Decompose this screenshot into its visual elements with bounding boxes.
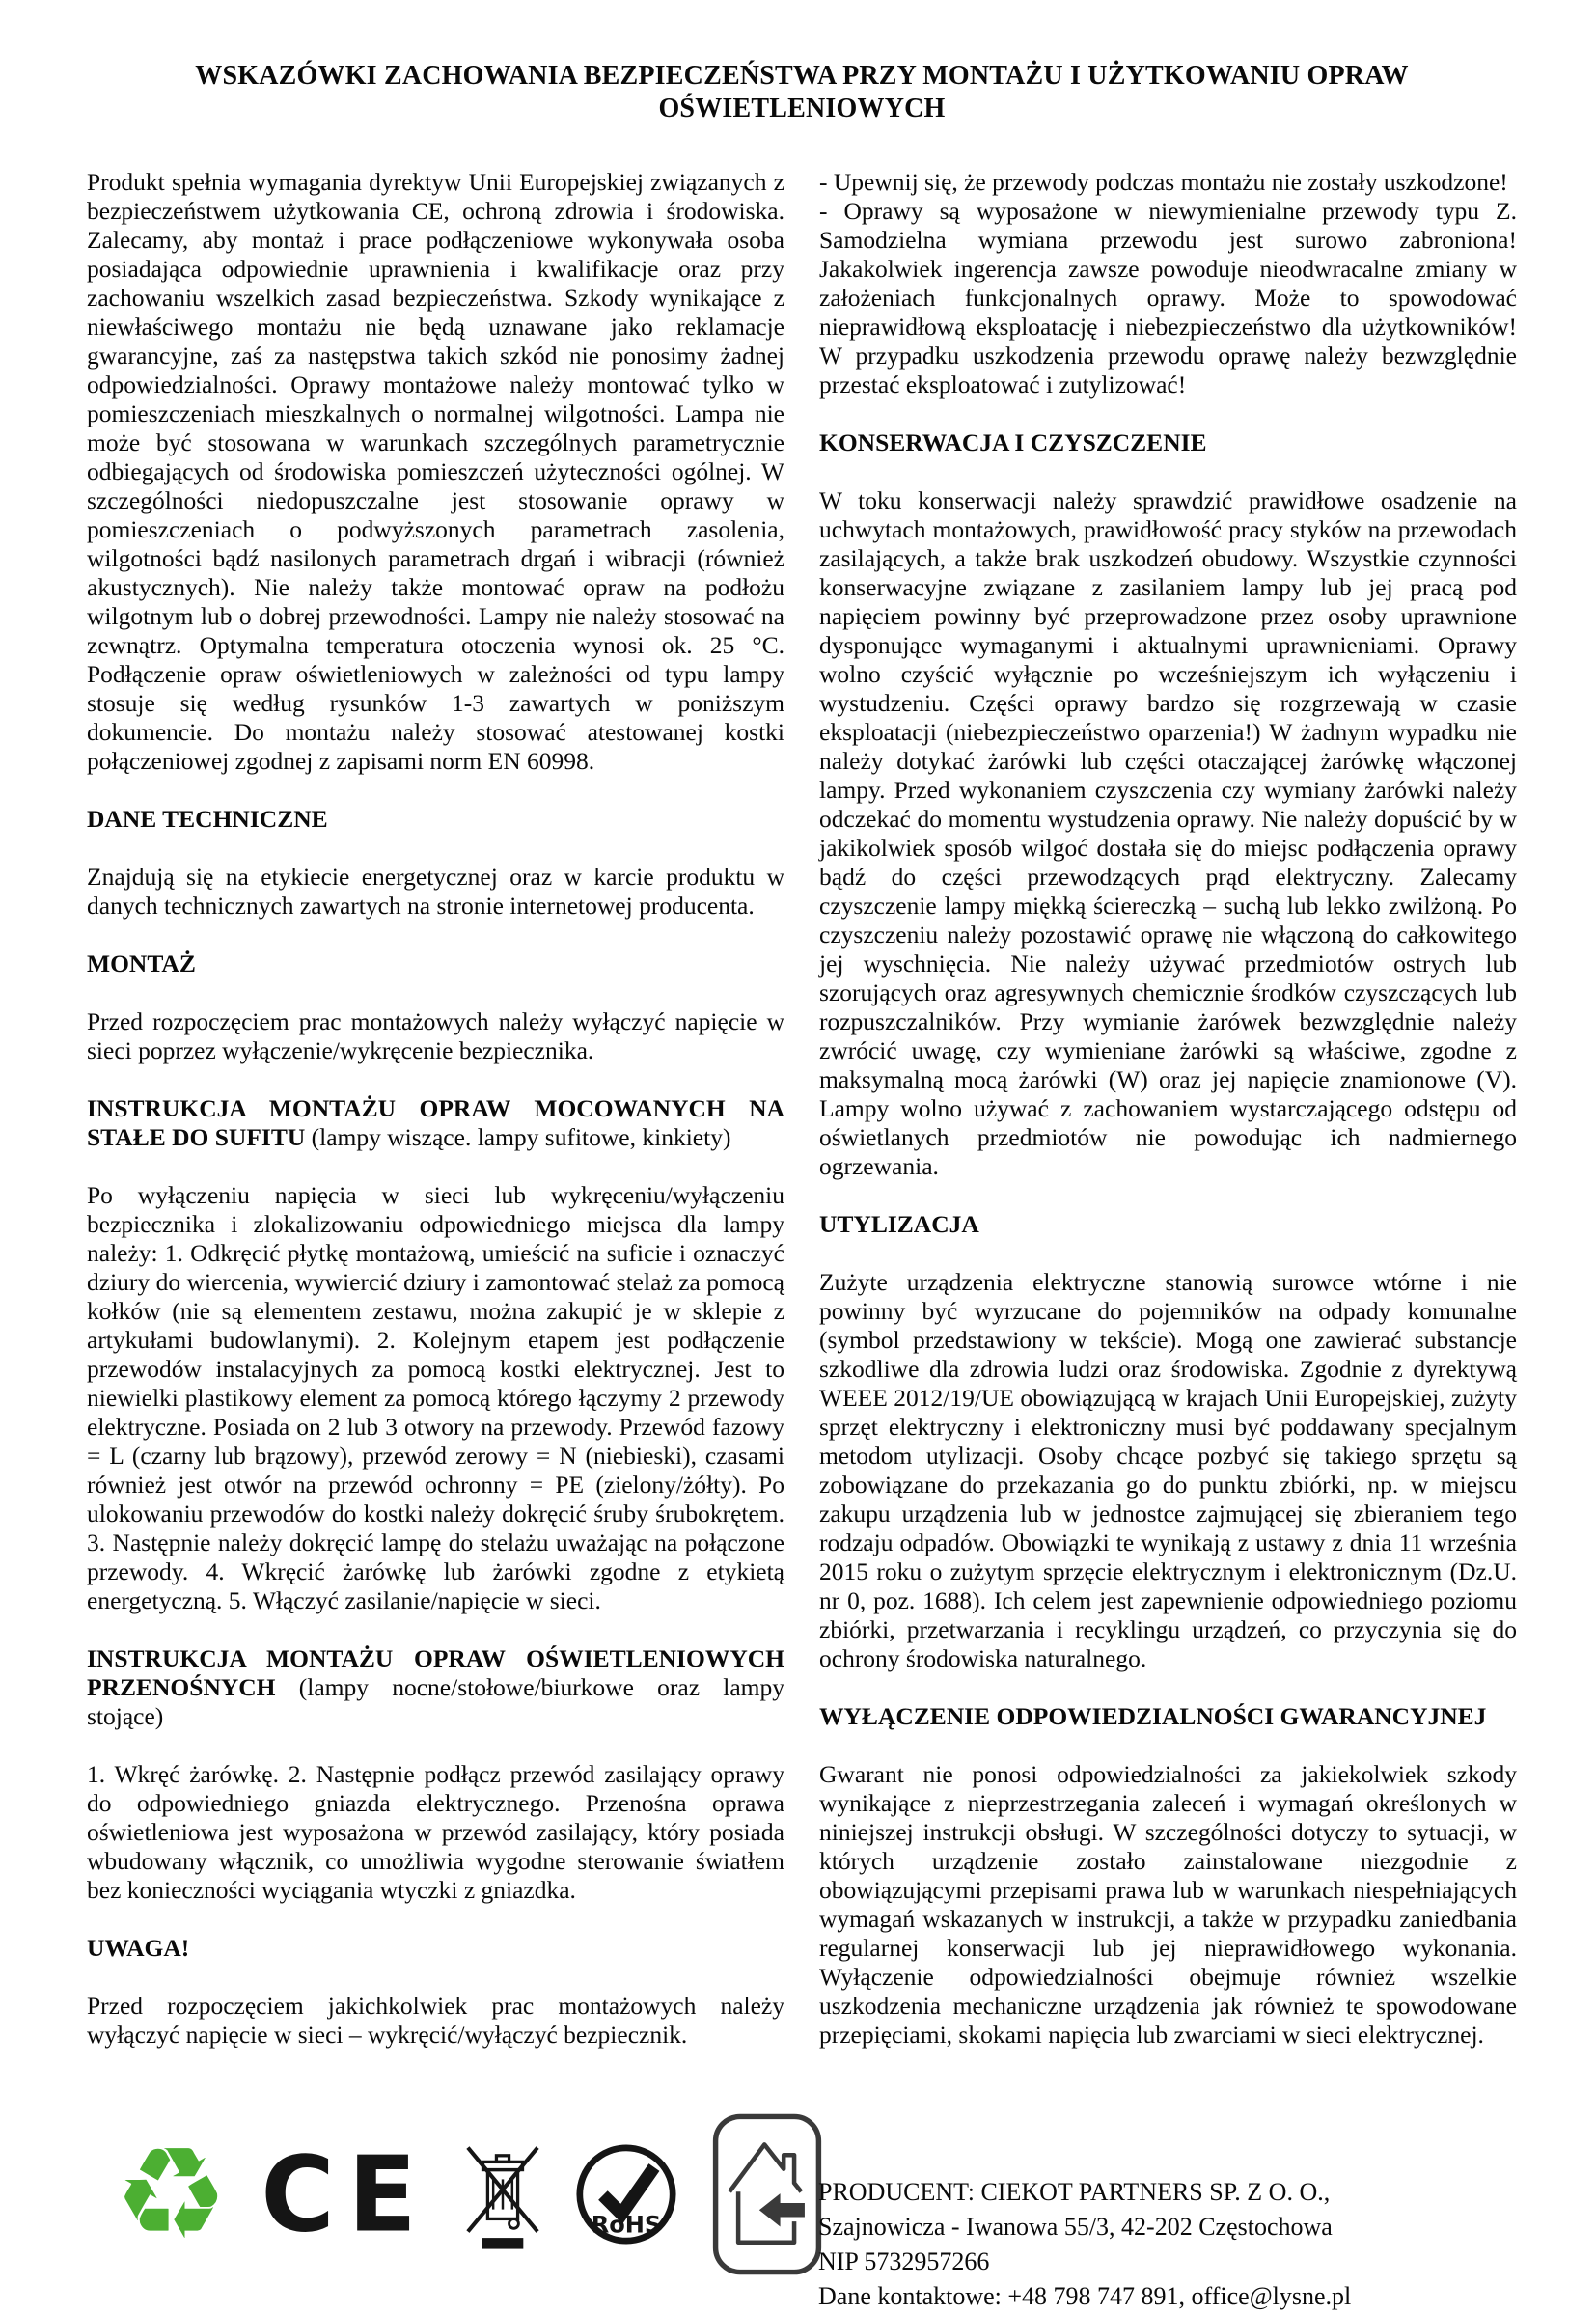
section-heading-wylaczenie: WYŁĄCZENIE ODPOWIEDZIALNOŚCI GWARANCYJNEJ	[819, 1702, 1487, 1730]
section-heading-utylizacja: UTYLIZACJA	[819, 1210, 979, 1238]
page-title: WSKAZÓWKI ZACHOWANIA BEZPIECZEŃSTWA PRZY MONTAŻU I UŻYTKOWANIU OPRAW OŚWIETLENIOWYCH	[195, 61, 1409, 124]
recycling-icon: ♻	[114, 2120, 229, 2269]
paragraph-utylizacja: Zużyte urządzenia elektryczne stanowią surowce wtórne i nie powinny być wyrzucane do pojemników na odpady komunalne (symbol przedstawiony w tekście). Mogą one zawierać substancje szkodliwe dla zdrowia ludzi oraz środowiska. Zgodnie z dyrektywą WEEE 2012/19/UE obowiązującą w krajach Unii Europejskiej, zużyty sprzęt elektryczny i elektroniczny musi być poddawany specjalnym metodom utylizacji. Osoby chcące pozbyć się takiego sprzętu są zobowiązane do przekazania go do punktu zbiórki, np. w miejscu zakupu urządzenia lub w jednostce zajmującej się zbieraniem tego rodzaju odpadów. Obowiązki te wynikają z ustawy z dnia 11 września 2015 roku o zużytym sprzęcie elektrycznym i elektronicznym (Dz.U. nr 0, poz. 1688). Ich celem jest zapewnienie odpowiedniego poziomu zbiórki, przetwarzania i recyklingu urządzeń, co przyczynia się do ochrony środowiska naturalnego.	[819, 1268, 1517, 1672]
section-heading-montaz-sufit	[87, 1094, 784, 1152]
heading-normal-part: (lampy nocne/stołowe/biurkowe oraz lampy stojące)	[87, 1673, 784, 1730]
heading-normal-part: (lampy wiszące. lampy sufitowe, kinkiety)	[305, 1123, 731, 1151]
heading-bold-part: INSTRUKCJA MONTAŻU OPRAW OŚWIETLENIOWYCH PRZENOŚNYCH	[87, 1644, 784, 1701]
left-column	[87, 168, 784, 2079]
producer-block	[818, 2111, 1517, 2314]
two-column-layout	[87, 168, 1517, 2079]
producer-line: PRODUCENT: CIEKOT PARTNERS SP. Z O. O.,	[818, 2178, 1331, 2206]
bullet-item: - Upewnij się, że przewody podczas montażu nie zostały uszkodzone!	[819, 168, 1508, 196]
paragraph-uwaga: Przed rozpoczęciem jakichkolwiek prac montażowych należy wyłączyć napięcie w sieci – wykręcić/wyłączyć bezpiecznik.	[87, 1992, 784, 2049]
paragraph-intro: Produkt spełnia wymagania dyrektyw Unii Europejskiej związanych z bezpieczeństwem użytkowania CE, ochroną zdrowia i środowiska. Zalecamy, aby montaż i prace podłączeniowe wykonywała osoba posiadająca odpowiednie uprawnienia i kwalifikacje oraz przy zachowaniu wszelkich zasad bezpieczeństwa. Szkody wynikające z niewłaściwego montażu nie będą uznawane jako reklamacje gwarancyjne, zaś za następstwa takich szkód nie ponosimy żadnej odpowiedzialności. Oprawy montażowe należy montować tylko w pomieszczeniach mieszkalnych o normalnej wilgotności. Lampa nie może być stosowana w warunkach szczególnych parametrycznie odbiegających od środowiska pomieszczeń użyteczności ogólnej. W szczególności niedopuszczalne jest stosowanie oprawy w pomieszczeniach o podwyższonych parametrach zasolenia, wilgotności bądź nasilonych parametrach drgań i wibracji (również akustycznych). Nie należy także montować opraw na podłożu wilgotnym lub o dobrej przewodności. Lampy nie należy stosować na zewnątrz. Optymalna temperatura otoczenia wynosi ok. 25 °C. Podłączenie opraw oświetleniowych w zależności od typu lampy stosuje się według rysunków 1-3 zawartych w poniższym dokumencie. Do montażu należy stosować atestowanej kostki połączeniowej zgodnej z zapisami norm EN 60998.	[87, 168, 784, 775]
paragraph-montaz-sufit: Po wyłączeniu napięcia w sieci lub wykręceniu/wyłączeniu bezpiecznika i zlokalizowaniu odpowiedniego miejsca dla lampy należy: 1. Odkręcić płytkę montażową, umieścić na suficie i oznaczyć dziury do wiercenia, wywiercić dziury i zamontować stelaż za pomocą kołków (nie są elementem zestawu, można zakupić je w sklepie z artykułami budowlanymi). 2. Kolejnym etapem jest podłączenie przewodów instalacyjnych za pomocą kostki elektrycznej. Jest to niewielki plastikowy element za pomocą którego łączymy 2 przewody elektryczne. Posiada on 2 lub 3 otwory na przewody. Przewód fazowy = L (czarny lub brązowy), przewód zerowy = N (niebieski), czasami również jest otwór na przewód ochronny = PE (zielony/żółty). Po ulokowaniu przewodów do kostki należy dokręcić śruby śrubokrętem. 3. Następnie należy dokręcić lampę do stelażu uważając na połączone przewody. 4. Wkręcić żarówkę lub żarówki zgodne z etykietą energetyczną. 5. Włączyć zasilanie/napięcie w sieci.	[87, 1181, 784, 1614]
section-heading-uwaga: UWAGA!	[87, 1934, 190, 1962]
footer	[87, 2111, 1517, 2314]
ce-icon: CE	[261, 2133, 430, 2256]
producer-line: Dane kontaktowe: +48 798 747 891, office@lysne.pl	[818, 2282, 1352, 2310]
house-return-icon	[710, 2111, 824, 2277]
paragraph-montaz: Przed rozpoczęciem prac montażowych należy wyłączyć napięcie w sieci poprzez wyłączenie/wykręcenie bezpiecznika.	[87, 1007, 784, 1064]
paragraph-konserwacja: W toku konserwacji należy sprawdzić prawidłowe osadzenie na uchwytach montażowych, prawidłowość pracy styków na przewodach zasilających, a także brak uszkodzeń obudowy. Wszystkie czynności konserwacyjne związane z zasilaniem lampy lub jej pracą pod napięciem powinny być przeprowadzone przez osoby uprawnione dysponujące wymaganymi i aktualnymi uprawnieniami. Oprawy wolno czyścić wyłącznie po wcześniejszym ich wyłączeniu i wystudzeniu. Części oprawy bardzo się rozgrzewają w czasie eksploatacji (niebezpieczeństwo oparzenia!) W żadnym wypadku nie należy dotykać żarówki lub części otaczającej żarówkę włączonej lampy. Przed wykonaniem czyszczenia czy wymiany żarówki należy odczekać do momentu wystudzenia oprawy. Nie należy dopuścić by w jakikolwiek sposób wilgoć dostała się do miejsc podłączenia oprawy bądź do części przewodzących prąd elektryczny. Zalecamy czyszczenie lampy miękką ściereczką – suchą lub lekko zwilżoną. Po czyszczeniu należy pozostawić oprawę nie włączoną do całkowitego jej wyschnięcia. Nie należy używać przedmiotów ostrych lub szorujących oraz agresywnych chemicznie środków czyszczących lub rozpuszczalników. Przy wymianie żarówek bezwzględnie należy zwrócić uwagę, czy wymieniane żarówki są właściwe, zgodne z maksymalną mocą żarówki (W) oraz jej napięcie znamionowe (V). Lampy wolno używać z zachowaniem wystarczającego odstępu od oświetlanych przedmiotów nie powodując ich nadmiernego ogrzewania.	[819, 486, 1517, 1180]
rohs-icon	[575, 2143, 677, 2245]
right-column	[819, 168, 1517, 2079]
section-heading-dane-techniczne: DANE TECHNICZNE	[87, 805, 328, 833]
section-heading-montaz: MONTAŻ	[87, 950, 196, 978]
producer-line: NIP 5732957266	[818, 2247, 990, 2275]
paragraph-dane-techniczne: Znajdują się na etykiecie energetycznej oraz w karcie produktu w danych technicznych zawartych na stronie internetowej producenta.	[87, 863, 784, 920]
weee-bin-icon	[463, 2122, 542, 2267]
section-heading-montaz-przenosne	[87, 1644, 784, 1731]
producer-line: Szajnowicza - Iwanowa 55/3, 42-202 Częstochowa	[818, 2213, 1333, 2241]
section-heading-konserwacja: KONSERWACJA I CZYSZCZENIE	[819, 428, 1207, 456]
paragraph-montaz-przenosne: 1. Wkręć żarówkę. 2. Następnie podłącz przewód zasilający oprawy do odpowiedniego gniazda elektrycznego. Przenośna oprawa oświetleniowa jest wyposażona w przewód zasilający, który posiada wbudowany włącznik, co umożliwia wygodne sterowanie światłem bez konieczności wyciągania wtyczki z gniazdka.	[87, 1760, 784, 1904]
bullet-item: - Oprawy są wyposażone w niewymienialne przewody typu Z. Samodzielna wymiana przewodu jest surowo zabroniona! Jakakolwiek ingerencja zawsze powoduje nieodwracalne zmiany w założeniach funkcjonalnych oprawy. Może to spowodować nieprawidłową eksploatację i niebezpieczeństwo dla użytkowników! W przypadku uszkodzenia przewodu oprawę należy bezwzględnie przestać eksploatować i zutylizować!	[819, 197, 1517, 399]
certification-icons	[87, 2111, 784, 2277]
heading-bold-part: INSTRUKCJA MONTAŻU OPRAW MOCOWANYCH NA STAŁE DO SUFITU	[87, 1094, 784, 1151]
rohs-label: RoHS	[591, 2211, 662, 2239]
paragraph-wylaczenie: Gwarant nie ponosi odpowiedzialności za jakiekolwiek szkody wynikające z nieprzestrzegania zaleceń i wymagań określonych w niniejszej instrukcji obsługi. W szczególności dotyczy to sytuacji, w których urządzenie zostało zainstalowane niezgodnie z obowiązującymi przepisami prawa lub w warunkach niespełniających wymagań wskazanych w instrukcji, a także w przypadku zaniedbania regularnej konserwacji lub jej nieprawidłowego wykonania. Wyłączenie odpowiedzialności obejmuje również wszelkie uszkodzenia mechaniczne urządzenia jak również te spowodowane przepięciami, skokami napięcia lub zwarciami w sieci elektrycznej.	[819, 1760, 1517, 2049]
warning-bullets	[819, 168, 1517, 399]
